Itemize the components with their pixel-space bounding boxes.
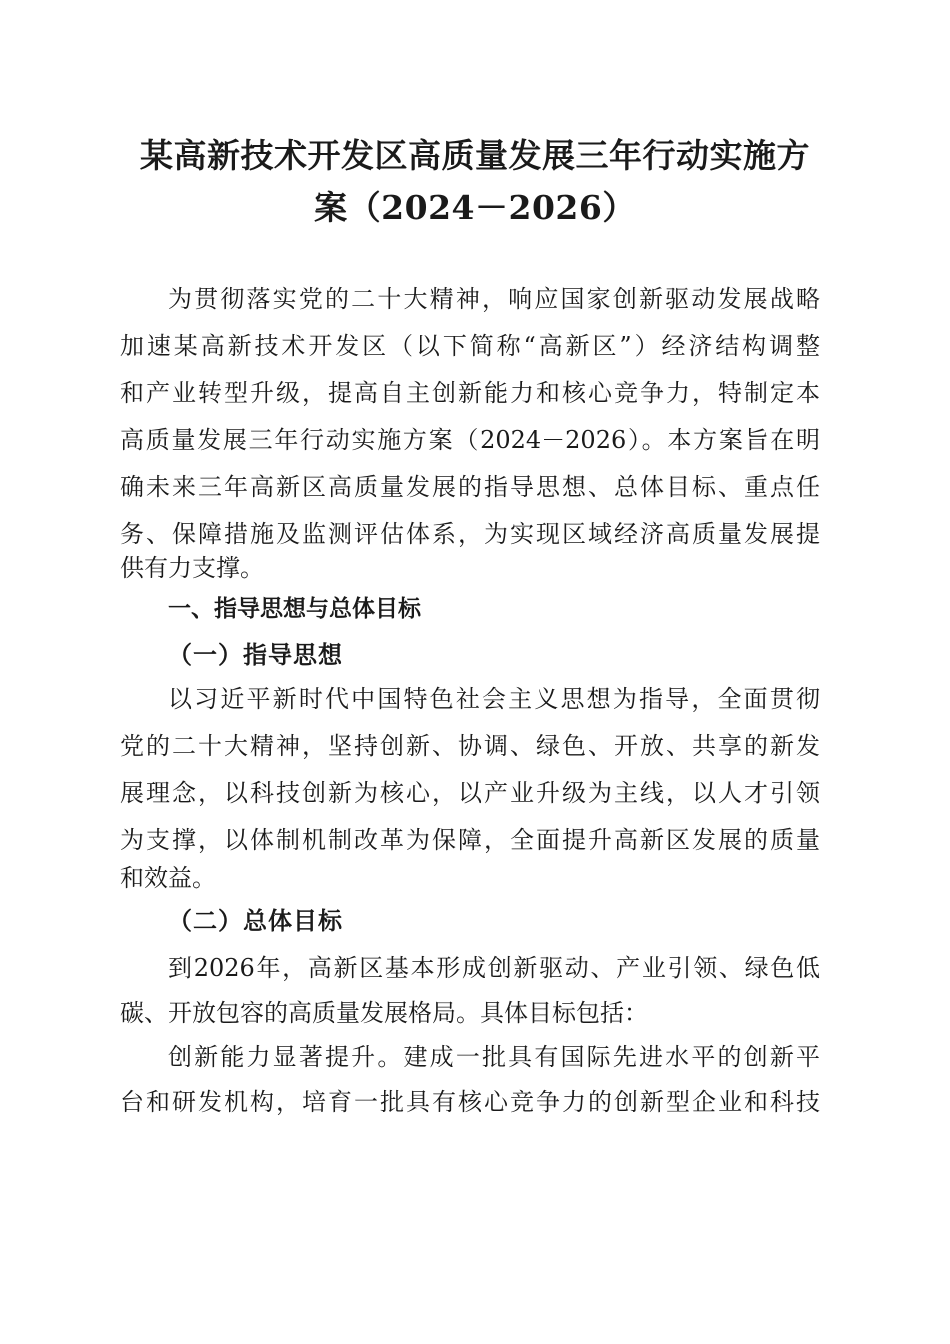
intro-line-5: 确未来三年高新区高质量发展的指导思想、总体目标、重点任 — [120, 473, 820, 501]
intro-line-4: 高质量发展三年行动实施方案（2024－2026）。本方案旨在明 — [120, 426, 820, 454]
intro-line-6: 务、保障措施及监测评估体系，为实现区域经济高质量发展提 — [120, 520, 820, 548]
guiding-line-2: 党的二十大精神，坚持创新、协调、绿色、开放、共享的新发 — [120, 732, 820, 760]
section-1-1-heading: （一）指导思想 — [168, 640, 343, 669]
goal-line-1: 到2026年，高新区基本形成创新驱动、产业引领、绿色低 — [168, 954, 820, 982]
guiding-line-1: 以习近平新时代中国特色社会主义思想为指导，全面贯彻 — [168, 685, 820, 713]
intro-line-2: 加速某高新技术开发区（以下简称“高新区”）经济结构调整 — [120, 332, 820, 360]
document-title — [100, 130, 850, 234]
goal-line-3: 创新能力显著提升。建成一批具有国际先进水平的创新平 — [168, 1043, 820, 1071]
goal-line-4: 台和研发机构，培育一批具有核心竞争力的创新型企业和科技 — [120, 1088, 820, 1116]
goal-line-2: 碳、开放包容的高质量发展格局。具体目标包括： — [120, 999, 648, 1027]
section-1-heading: 一、指导思想与总体目标 — [168, 596, 421, 622]
intro-line-1: 为贯彻落实党的二十大精神，响应国家创新驱动发展战略 — [168, 285, 820, 313]
section-1-2-heading: （二）总体目标 — [168, 906, 343, 935]
guiding-line-5: 和效益。 — [120, 864, 216, 892]
guiding-line-3: 展理念，以科技创新为核心，以产业升级为主线，以人才引领 — [120, 779, 820, 807]
title-line-2: 案（2024－2026） — [314, 188, 636, 227]
guiding-line-4: 为支撑，以体制机制改革为保障，全面提升高新区发展的质量 — [120, 826, 820, 854]
intro-line-3: 和产业转型升级，提高自主创新能力和核心竞争力，特制定本 — [120, 379, 820, 407]
intro-line-7: 供有力支撑。 — [120, 554, 264, 582]
title-line-1: 某高新技术开发区高质量发展三年行动实施方 — [140, 136, 810, 175]
